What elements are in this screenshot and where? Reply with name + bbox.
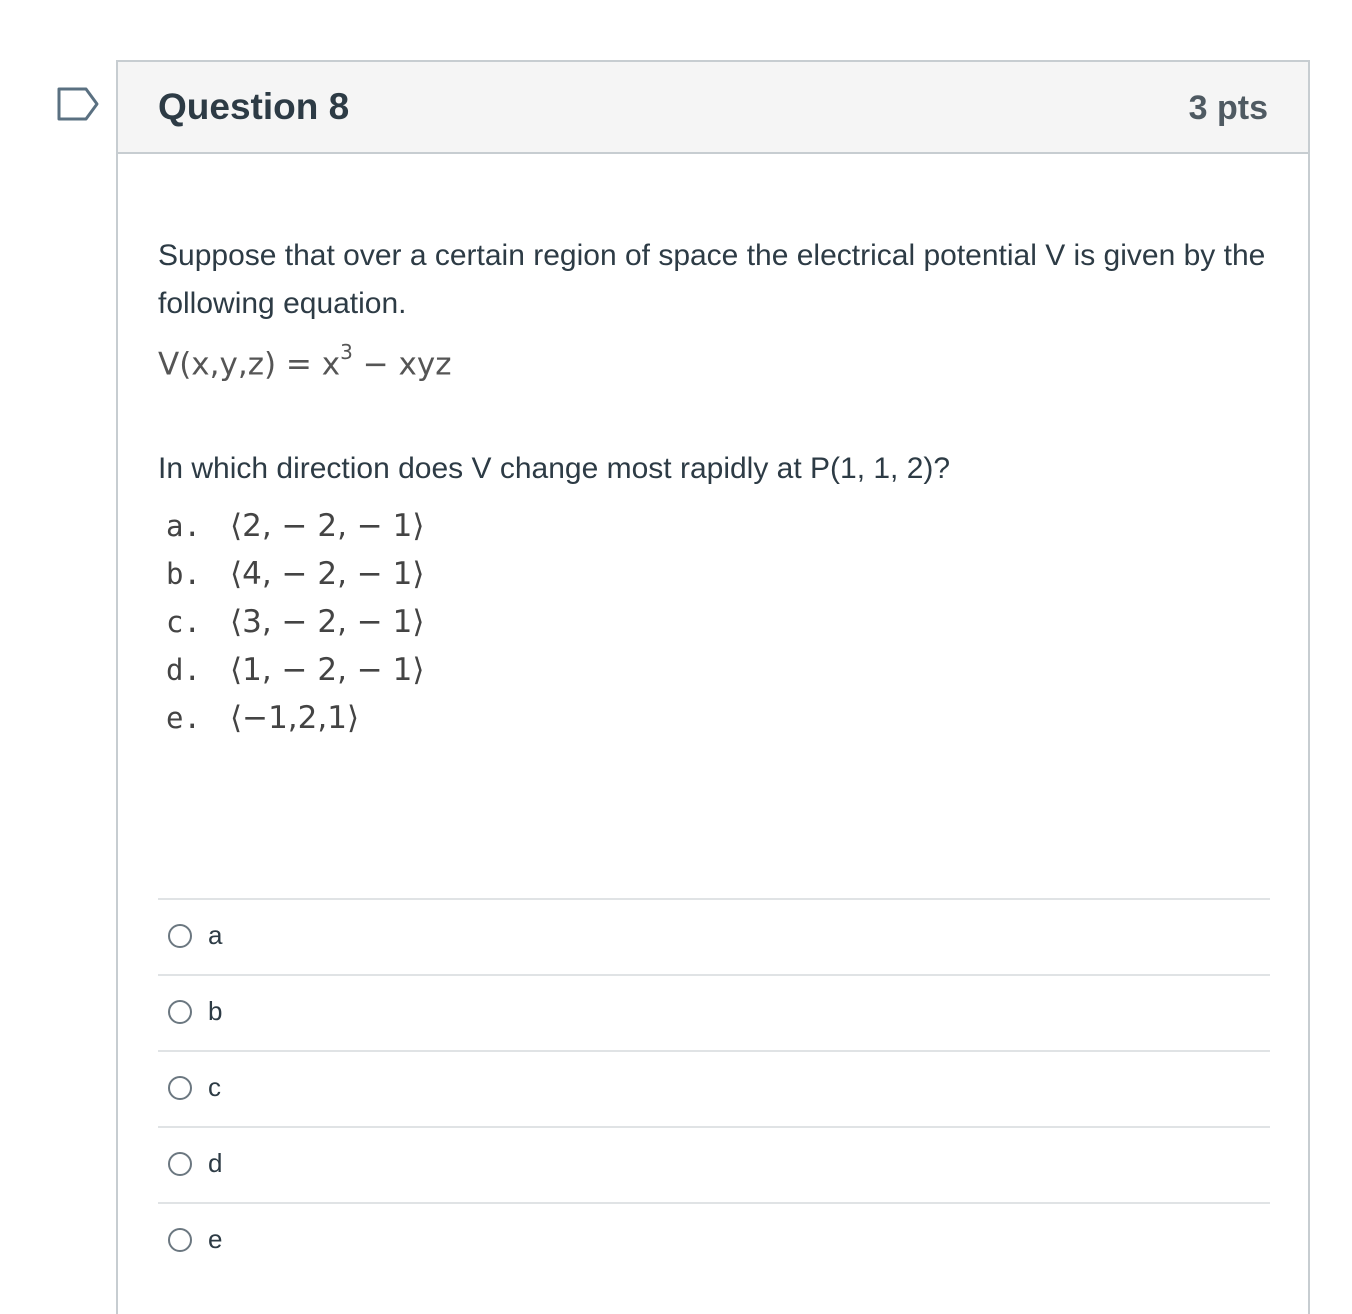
answer-option-e[interactable]: [158, 1202, 1270, 1278]
choice-letter: b.: [166, 557, 201, 591]
question-header: [118, 62, 1308, 154]
answer-label[interactable]: b: [208, 996, 223, 1026]
choice-letter: a.: [166, 509, 201, 543]
choice-item: [166, 502, 1270, 550]
answer-label[interactable]: e: [208, 1224, 223, 1254]
choice-letter: c.: [166, 605, 201, 639]
question-ask: In which direction does V change most rapidly at P(1, 1, 2)?: [158, 452, 951, 485]
bookmark-flag-icon[interactable]: [56, 86, 100, 122]
choice-vector: ⟨3, − 2, − 1⟩: [230, 604, 425, 640]
question-title: Question 8: [158, 86, 350, 127]
choice-vector: ⟨−1,2,1⟩: [230, 700, 360, 736]
question-card: [116, 60, 1310, 1314]
question-points: 3 pts: [1188, 89, 1268, 127]
choice-item: [166, 694, 1270, 742]
radio-button[interactable]: [168, 1152, 192, 1176]
equation-lhs: V(x,y,z) = x: [158, 346, 341, 383]
choice-vector: ⟨1, − 2, − 1⟩: [230, 652, 425, 688]
answer-option-d[interactable]: [158, 1126, 1270, 1202]
choice-item: [166, 550, 1270, 598]
answer-option-a[interactable]: [158, 898, 1270, 974]
answer-label[interactable]: d: [208, 1148, 223, 1178]
choice-letter: e.: [166, 701, 201, 735]
radio-button[interactable]: [168, 1000, 192, 1024]
choice-item: [166, 598, 1270, 646]
radio-button[interactable]: [168, 924, 192, 948]
equation-rhs: − xyz: [352, 346, 452, 383]
choice-item: [166, 646, 1270, 694]
choices-list: [166, 502, 1270, 742]
answer-options: [158, 898, 1270, 1278]
radio-button[interactable]: [168, 1076, 192, 1100]
potential-equation: [158, 340, 1270, 404]
question-body: [158, 232, 1270, 742]
equation-exponent: 3: [340, 340, 353, 364]
answer-option-b[interactable]: [158, 974, 1270, 1050]
choice-vector: ⟨4, − 2, − 1⟩: [230, 556, 425, 592]
choice-letter: d.: [166, 653, 201, 687]
answer-label[interactable]: c: [208, 1072, 221, 1102]
question-prompt: Suppose that over a certain region of space the electrical potential V is given by the following equation.: [158, 239, 1266, 320]
answer-option-c[interactable]: [158, 1050, 1270, 1126]
radio-button[interactable]: [168, 1228, 192, 1252]
answer-label[interactable]: a: [208, 920, 223, 950]
choice-vector: ⟨2, − 2, − 1⟩: [230, 508, 425, 544]
